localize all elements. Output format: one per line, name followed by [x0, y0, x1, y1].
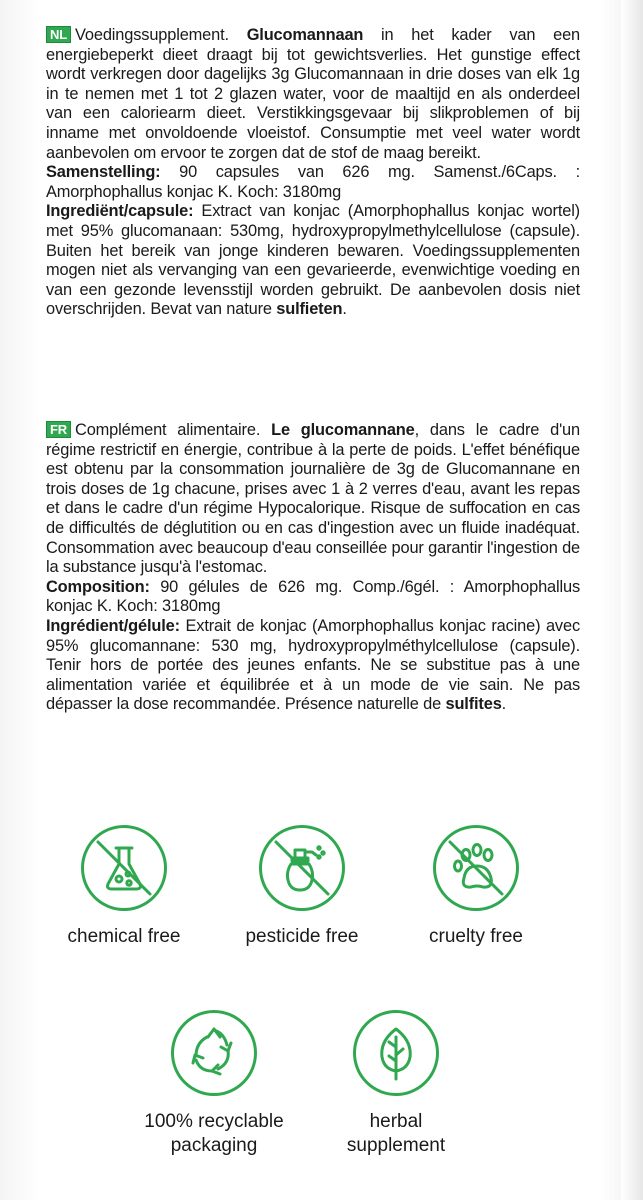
recyclable-label-line1: 100% recyclable — [144, 1111, 284, 1132]
chemical-free-badge — [34, 825, 214, 949]
dutch-composition — [46, 163, 580, 202]
french-ingredient-text: Extrait de konjac (Amorphophallus konjac racine) avec 95% glucomannane: 530 mg, hydroxypropylméthylcellulose (capsule). Tenir hors de portée des jeunes enfants. Ne se substitue pas à une alimentation variée et équilibrée et à un mode de vie sain. Ne pas dépasser la dose recommandée. Présence naturelle de — [46, 616, 580, 714]
recycle-icon — [171, 1010, 257, 1096]
chemical-free-label: chemical free — [67, 926, 181, 947]
pesticide-free-label: pesticide free — [245, 926, 359, 947]
nl-language-badge: NL — [46, 26, 71, 43]
dutch-composition-text: 90 capsules van 626 mg. Samenst./6Caps. : Amorphophallus konjac K. Koch: 3180mg — [46, 163, 580, 201]
recyclable-label-line2: packaging — [170, 1135, 258, 1156]
cruelty-free-badge — [386, 825, 566, 949]
dutch-intro-bold: Glucomannaan — [246, 26, 364, 44]
page-edge-shadow — [621, 0, 643, 1200]
dutch-text-block — [46, 26, 580, 320]
french-text-block — [46, 421, 580, 715]
french-composition-text: 90 gélules de 626 mg. Comp./6gél. : Amorphophallus konjac K. Koch: 3180mg — [46, 577, 580, 616]
recyclable-packaging-badge — [124, 1010, 304, 1158]
french-intro-text-1: Complément alimentaire. — [75, 421, 272, 439]
dutch-ingredient — [46, 202, 580, 320]
dutch-intro — [46, 26, 580, 163]
dutch-intro-text-1: Voedingssupplement. — [75, 26, 247, 44]
french-sulfites: sulfites — [445, 695, 502, 714]
french-ingredient — [46, 617, 580, 715]
french-intro-bold: Le glucomannane — [271, 421, 415, 439]
cruelty-free-label: cruelty free — [429, 926, 523, 947]
herbal-supplement-badge — [306, 1010, 486, 1158]
french-ingredient-label: Ingrédient/gélule: — [46, 616, 180, 635]
dutch-ingredient-text: Extract van konjac (Amorphophallus konjac wortel) met 95% glucomanaan: 530mg, hydroxypropylmethylcellulose (capsule). Buiten het bereik van jonge kinderen bewaren. Voedingssupplementen mogen niet als vervanging van een gevarieerde, evenwichtige voeding en van een gezonde levensstijl worden gebruikt. De aanbevolen dosis niet overschrijden. Bevat van nature — [46, 202, 580, 319]
dutch-ingredient-end: . — [342, 300, 347, 319]
french-intro-text-2: , dans le cadre d'un régime restrictif en énergie, contribue à la perte de poids. L'effet bénéfique est obtenu par la consommation journalière de 3g de Glucomannane en trois doses de 1g chacune, prises avec 1 à 2 verres d'eau, avant les repas et dans le cadre d'un régime Hypocalorique. Risque de suffocation en cas de difficultés de déglutition ou en cas d'ingestion avec un fluide inadéquat. Consommation avec beaucoup d'eau conseillée pour garantir l'ingestion de la substance jusqu'à l'estomac. — [46, 421, 580, 577]
french-composition — [46, 578, 580, 617]
french-intro — [46, 421, 580, 578]
dutch-sulfites: sulfieten — [276, 300, 343, 319]
herbal-label-line1: herbal — [369, 1111, 423, 1132]
herbal-label-line2: supplement — [346, 1135, 446, 1156]
french-ingredient-end: . — [501, 695, 507, 714]
paw-crossed-icon — [433, 825, 519, 911]
leaf-icon — [353, 1010, 439, 1096]
recyclable-label — [124, 1110, 304, 1158]
pesticide-free-badge — [212, 825, 392, 949]
flask-crossed-icon — [81, 825, 167, 911]
fr-language-badge: FR — [46, 421, 71, 438]
french-composition-label: Composition: — [46, 577, 150, 596]
dutch-ingredient-label: Ingrediënt/capsule: — [46, 202, 194, 221]
dutch-intro-text-2: in het kader van een energiebeperkt dieet draagt bij tot gewichtsverlies. Het gunstige effect wordt verkregen door dagelijks 3g Glucomannaan in drie doses van elk 1g in te nemen met 1 tot 2 glazen water, voor de maaltijd en als onderdeel van een caloriearm dieet. Verstikkingsgevaar bij slikproblemen of bij inname met onvoldoende vloeistof. Consumptie met veel water wordt aanbevolen om ervoor te zorgen dat de stof de maag bereikt. — [46, 26, 581, 162]
spray-crossed-icon — [259, 825, 345, 911]
dutch-composition-label: Samenstelling: — [46, 163, 161, 182]
herbal-label — [306, 1110, 486, 1158]
